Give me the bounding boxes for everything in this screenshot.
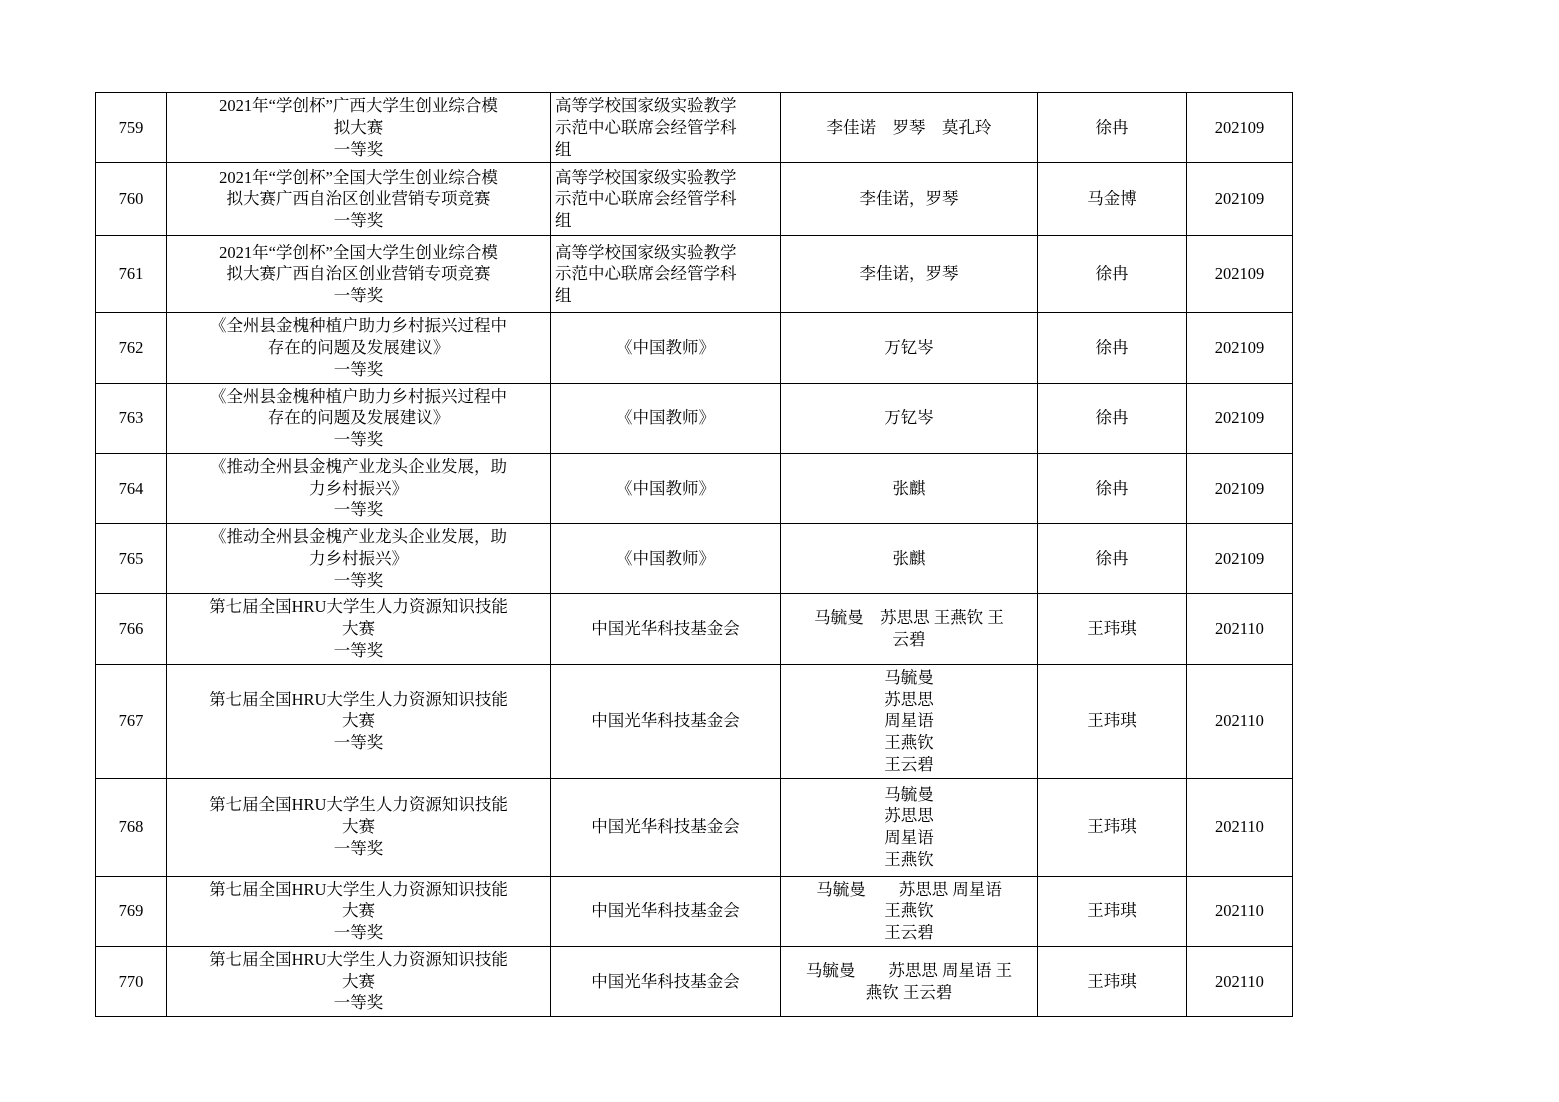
cell-people — [781, 453, 1038, 523]
cell-line: 大赛 — [342, 817, 375, 837]
cell-teacher: 徐冉 — [1038, 313, 1187, 383]
cell-line: 《中国教师》 — [616, 478, 715, 498]
cell-line: 张麒 — [892, 548, 926, 568]
cell-name — [167, 236, 551, 313]
cell-line: 存在的问题及发展建议》 — [267, 338, 450, 358]
cell-date: 202110 — [1187, 946, 1293, 1016]
cell-line: 2021年“学创杯”全国大学生创业综合模 — [219, 167, 498, 187]
cell-org — [551, 778, 781, 876]
cell-date: 202109 — [1187, 383, 1293, 453]
cell-line: 大赛 — [342, 619, 375, 639]
cell-line: 一等奖 — [333, 139, 384, 159]
cell-line: 《中国教师》 — [616, 408, 715, 428]
table-row — [96, 778, 1293, 876]
cell-line: 周星语 — [884, 711, 934, 731]
cell-name — [167, 876, 551, 946]
cell-people — [781, 93, 1038, 163]
cell-org — [551, 313, 781, 383]
cell-line: 第七届全国HRU大学生人力资源知识技能 — [209, 795, 508, 815]
cell-people — [781, 946, 1038, 1016]
cell-line: 李佳诺 罗琴 莫孔玲 — [826, 117, 992, 137]
cell-date: 202109 — [1187, 93, 1293, 163]
cell-people — [781, 524, 1038, 594]
cell-index: 766 — [96, 594, 167, 664]
cell-line: 王云碧 — [884, 923, 934, 943]
cell-index: 759 — [96, 93, 167, 163]
cell-name — [167, 383, 551, 453]
cell-line: 第七届全国HRU大学生人力资源知识技能 — [209, 597, 508, 617]
cell-line: 大赛 — [342, 971, 375, 991]
cell-line: 燕钦 王云碧 — [865, 982, 953, 1002]
cell-name — [167, 524, 551, 594]
cell-line: 万钇岑 — [884, 338, 934, 358]
table-row — [96, 383, 1293, 453]
cell-line: 拟大赛广西自治区创业营销专项竞赛 — [226, 189, 491, 209]
cell-line: 组 — [555, 211, 572, 231]
cell-line: 《推动全州县金槐产业龙头企业发展，助 — [210, 527, 507, 547]
cell-teacher: 王玮琪 — [1038, 876, 1187, 946]
cell-people — [781, 313, 1038, 383]
cell-line: 中国光华科技基金会 — [591, 817, 740, 837]
cell-line: 大赛 — [342, 711, 375, 731]
cell-line: 力乡村振兴》 — [309, 548, 408, 568]
cell-index: 767 — [96, 664, 167, 778]
cell-index: 770 — [96, 946, 167, 1016]
cell-org — [551, 946, 781, 1016]
cell-line: 《全州县金槐种植户助力乡村振兴过程中 — [210, 316, 507, 336]
cell-org — [551, 664, 781, 778]
cell-date: 202109 — [1187, 524, 1293, 594]
cell-org — [551, 453, 781, 523]
cell-name — [167, 163, 551, 236]
cell-line: 王云碧 — [884, 754, 934, 774]
cell-line: 中国光华科技基金会 — [591, 711, 740, 731]
cell-line: 一等奖 — [333, 733, 384, 753]
cell-people — [781, 236, 1038, 313]
cell-line: 王燕钦 — [884, 733, 934, 753]
cell-teacher: 徐冉 — [1038, 453, 1187, 523]
cell-line: 《中国教师》 — [616, 548, 715, 568]
cell-people — [781, 594, 1038, 664]
cell-line: 示范中心联席会经管学科 — [555, 117, 737, 137]
cell-line: 一等奖 — [333, 430, 384, 450]
cell-teacher: 徐冉 — [1038, 524, 1187, 594]
cell-people — [781, 778, 1038, 876]
cell-org — [551, 236, 781, 313]
cell-line: 中国光华科技基金会 — [591, 971, 740, 991]
cell-line: 拟大赛广西自治区创业营销专项竞赛 — [226, 264, 491, 284]
cell-name — [167, 453, 551, 523]
cell-teacher: 王玮琪 — [1038, 946, 1187, 1016]
cell-line: 一等奖 — [333, 286, 384, 306]
cell-line: 马毓曼 苏思思 周星语 王 — [805, 960, 1013, 980]
cell-line: 一等奖 — [333, 211, 384, 231]
table-row — [96, 946, 1293, 1016]
cell-line: 2021年“学创杯”全国大学生创业综合模 — [219, 242, 498, 262]
cell-line: 一等奖 — [333, 500, 384, 520]
table-row — [96, 594, 1293, 664]
cell-index: 760 — [96, 163, 167, 236]
table-row — [96, 236, 1293, 313]
cell-org — [551, 594, 781, 664]
cell-name — [167, 664, 551, 778]
cell-line: 周星语 — [884, 828, 934, 848]
cell-date: 202110 — [1187, 664, 1293, 778]
table-body — [96, 93, 1293, 1017]
cell-line: 李佳诺，罗琴 — [859, 189, 959, 209]
cell-org — [551, 876, 781, 946]
cell-line: 中国光华科技基金会 — [591, 901, 740, 921]
cell-line: 示范中心联席会经管学科 — [555, 264, 737, 284]
cell-line: 组 — [555, 286, 572, 306]
cell-line: 第七届全国HRU大学生人力资源知识技能 — [209, 689, 508, 709]
cell-people — [781, 163, 1038, 236]
cell-line: 中国光华科技基金会 — [591, 619, 740, 639]
cell-date: 202110 — [1187, 778, 1293, 876]
cell-line: 2021年“学创杯”广西大学生创业综合模 — [219, 96, 498, 115]
table-row — [96, 664, 1293, 778]
table-row — [96, 876, 1293, 946]
table-row — [96, 524, 1293, 594]
cell-line: 高等学校国家级实验教学 — [555, 167, 737, 187]
cell-people — [781, 876, 1038, 946]
cell-date: 202109 — [1187, 313, 1293, 383]
cell-line: 王燕钦 — [884, 849, 934, 869]
cell-line: 大赛 — [342, 901, 375, 921]
cell-index: 763 — [96, 383, 167, 453]
cell-line: 马毓曼 — [884, 784, 934, 804]
cell-teacher: 徐冉 — [1038, 93, 1187, 163]
cell-line: 李佳诺，罗琴 — [859, 264, 959, 284]
cell-index: 761 — [96, 236, 167, 313]
cell-teacher: 王玮琪 — [1038, 664, 1187, 778]
cell-date: 202110 — [1187, 876, 1293, 946]
cell-date: 202109 — [1187, 453, 1293, 523]
cell-line: 一等奖 — [333, 570, 384, 590]
achievement-table-wrap — [95, 92, 1292, 1017]
cell-line: 示范中心联席会经管学科 — [555, 189, 737, 209]
cell-line: 马毓曼 苏思思 王燕钦 王 — [814, 608, 1004, 628]
cell-org — [551, 93, 781, 163]
cell-org — [551, 383, 781, 453]
cell-line: 云碧 — [892, 630, 926, 650]
cell-line: 存在的问题及发展建议》 — [267, 408, 450, 428]
cell-teacher: 王玮琪 — [1038, 778, 1187, 876]
cell-line: 高等学校国家级实验教学 — [555, 96, 737, 115]
cell-line: 拟大赛 — [333, 117, 384, 137]
cell-line: 张麒 — [892, 478, 926, 498]
cell-org — [551, 524, 781, 594]
cell-index: 762 — [96, 313, 167, 383]
cell-index: 769 — [96, 876, 167, 946]
cell-teacher: 王玮琪 — [1038, 594, 1187, 664]
cell-line: 组 — [555, 139, 572, 159]
achievement-table — [95, 92, 1293, 1017]
cell-line: 一等奖 — [333, 993, 384, 1013]
cell-index: 768 — [96, 778, 167, 876]
cell-line: 第七届全国HRU大学生人力资源知识技能 — [209, 949, 508, 969]
cell-teacher: 徐冉 — [1038, 236, 1187, 313]
cell-teacher: 徐冉 — [1038, 383, 1187, 453]
cell-line: 苏思思 — [884, 689, 934, 709]
table-row — [96, 313, 1293, 383]
cell-name — [167, 778, 551, 876]
cell-name — [167, 93, 551, 163]
cell-line: 《全州县金槐种植户助力乡村振兴过程中 — [210, 386, 507, 406]
cell-line: 马毓曼 苏思思 周星语 — [816, 879, 1002, 899]
table-row — [96, 453, 1293, 523]
cell-date: 202110 — [1187, 594, 1293, 664]
cell-line: 力乡村振兴》 — [309, 478, 408, 498]
cell-line: 一等奖 — [333, 641, 384, 661]
cell-line: 万钇岑 — [884, 408, 934, 428]
cell-org — [551, 163, 781, 236]
cell-index: 764 — [96, 453, 167, 523]
cell-line: 一等奖 — [333, 923, 384, 943]
cell-line: 《推动全州县金槐产业龙头企业发展，助 — [210, 456, 507, 476]
cell-teacher: 马金博 — [1038, 163, 1187, 236]
cell-people — [781, 664, 1038, 778]
cell-index: 765 — [96, 524, 167, 594]
cell-line: 一等奖 — [333, 838, 384, 858]
table-row — [96, 163, 1293, 236]
cell-name — [167, 313, 551, 383]
table-row — [96, 93, 1293, 163]
cell-line: 苏思思 — [884, 806, 934, 826]
cell-people — [781, 383, 1038, 453]
cell-line: 马毓曼 — [884, 667, 934, 687]
cell-line: 高等学校国家级实验教学 — [555, 242, 737, 262]
cell-line: 王燕钦 — [884, 901, 934, 921]
cell-name — [167, 946, 551, 1016]
cell-date: 202109 — [1187, 163, 1293, 236]
cell-line: 第七届全国HRU大学生人力资源知识技能 — [209, 879, 508, 899]
cell-line: 《中国教师》 — [616, 338, 715, 358]
cell-date: 202109 — [1187, 236, 1293, 313]
cell-name — [167, 594, 551, 664]
cell-line: 一等奖 — [333, 359, 384, 379]
